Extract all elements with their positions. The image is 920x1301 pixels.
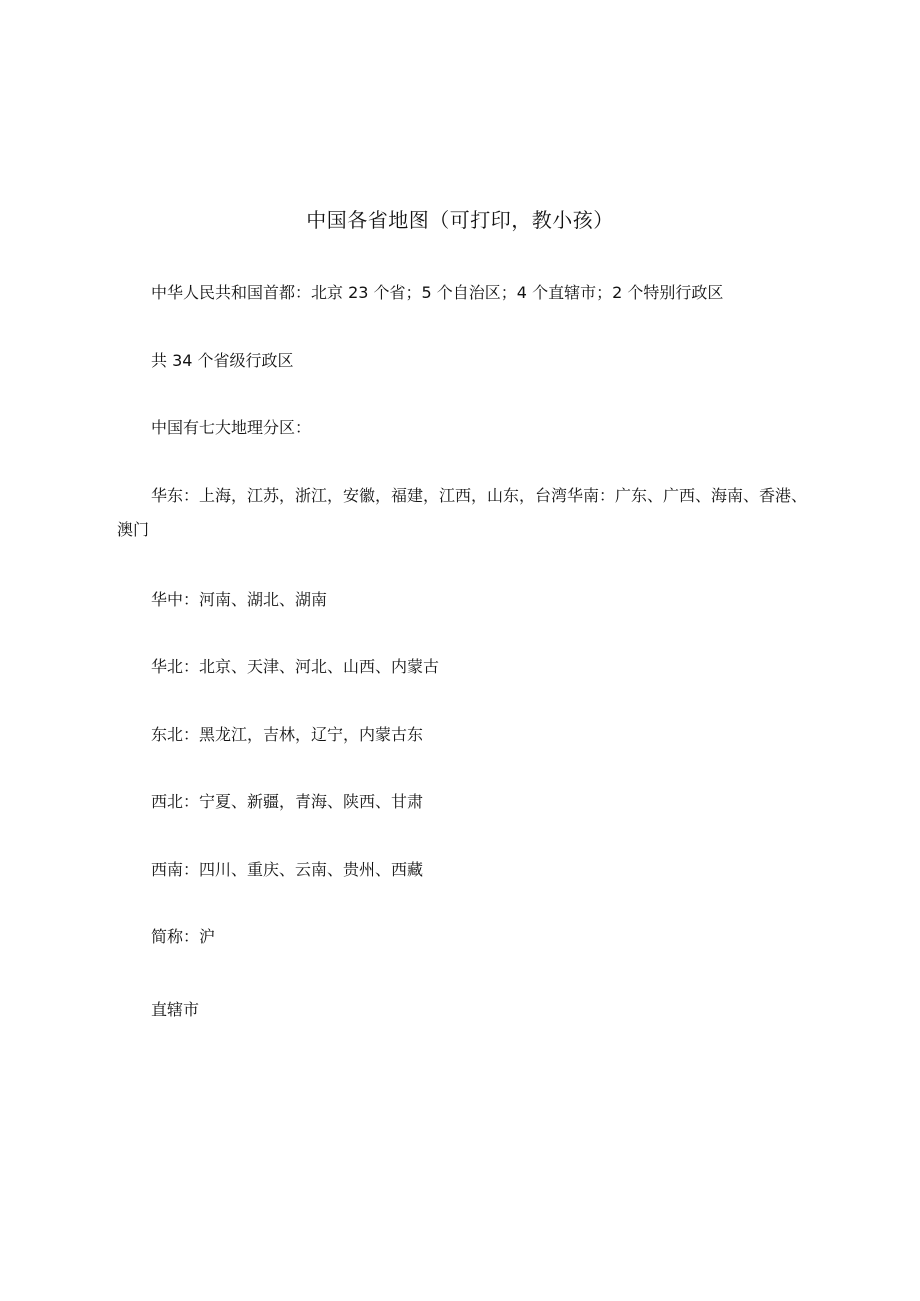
total-divisions-paragraph: 共 34 个省级行政区 xyxy=(151,351,294,370)
northwest-region-paragraph: 西北：宁夏、新疆，青海、陕西、甘肃 xyxy=(151,792,424,811)
capital-and-divisions-paragraph: 中华人民共和国首都：北京 23 个省；5 个自治区；4 个直辖市；2 个特别行政区 xyxy=(151,283,724,302)
municipality-paragraph: 直辖市 xyxy=(151,1000,200,1019)
regions-heading-paragraph: 中国有七大地理分区： xyxy=(151,418,312,437)
southwest-region-paragraph: 西南：四川、重庆、云南、贵州、西藏 xyxy=(151,860,424,879)
northeast-region-paragraph: 东北：黑龙江，吉林，辽宁，内蒙古东 xyxy=(151,725,424,744)
central-region-paragraph: 华中：河南、湖北、湖南 xyxy=(151,590,328,609)
east-south-region-paragraph: 华东：上海，江苏，浙江，安徽，福建，江西，山东，台湾华南：广东、广西、海南、香港、澳门 xyxy=(117,486,808,539)
page-title: 中国各省地图（可打印，教小孩） xyxy=(306,208,614,232)
north-region-paragraph: 华北：北京、天津、河北、山西、内蒙古 xyxy=(151,657,440,676)
abbreviation-paragraph: 简称：沪 xyxy=(151,927,216,946)
